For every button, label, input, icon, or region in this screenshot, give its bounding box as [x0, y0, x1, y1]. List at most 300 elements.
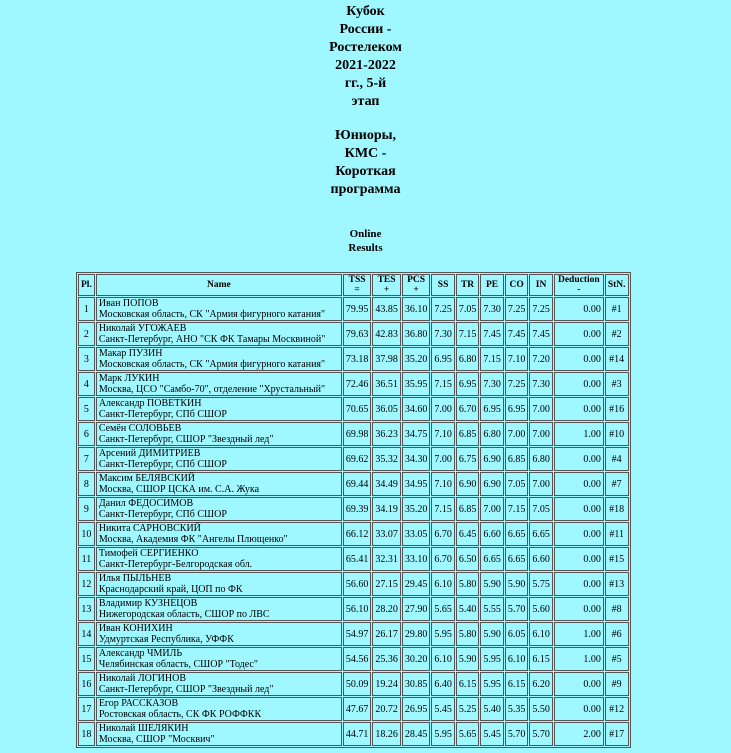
skater-club: Санкт-Петербург, СШОР "Звездный лед": [98, 684, 274, 695]
place-cell: 14: [78, 622, 95, 646]
header-co: CO: [505, 274, 529, 296]
tss-cell: 54.97: [343, 622, 372, 646]
pe-cell: 5.40: [480, 697, 504, 721]
skater-name: Никита САРНОВСКИЙ: [98, 523, 201, 534]
skater-name: Николай ШЕЛЯКИН: [98, 723, 189, 734]
skater-cell: [96, 697, 342, 721]
co-cell: 5.35: [505, 697, 529, 721]
header-tes-sign: +: [383, 285, 390, 295]
tes-cell: 26.17: [372, 622, 401, 646]
in-cell: 6.20: [529, 672, 553, 696]
header-ss: SS: [431, 274, 455, 296]
tr-cell: 6.85: [456, 497, 480, 521]
start-number-cell: #17: [605, 722, 629, 746]
tr-cell: 6.15: [456, 672, 480, 696]
subtitle-line: КМС -: [344, 146, 387, 161]
table-row: [78, 697, 629, 721]
co-cell: 7.25: [505, 372, 529, 396]
tes-cell: 34.49: [372, 472, 401, 496]
pcs-cell: 29.45: [402, 572, 431, 596]
header-tss-sign: =: [354, 285, 360, 295]
co-cell: 6.15: [505, 672, 529, 696]
skater-cell: [96, 472, 342, 496]
deduction-cell: 0.00: [554, 572, 604, 596]
in-cell: 5.50: [529, 697, 553, 721]
tes-cell: 43.85: [372, 297, 401, 321]
ss-cell: 6.10: [431, 647, 455, 671]
tes-cell: 34.19: [372, 497, 401, 521]
category-title: [266, 127, 466, 199]
skater-name: Арсений ДИМИТРИЕВ: [98, 448, 201, 459]
tr-cell: 5.80: [456, 572, 480, 596]
place-cell: 4: [78, 372, 95, 396]
deduction-cell: 1.00: [554, 622, 604, 646]
pe-cell: 6.90: [480, 447, 504, 471]
tes-cell: 36.51: [372, 372, 401, 396]
co-cell: 6.65: [505, 522, 529, 546]
ss-cell: 6.40: [431, 672, 455, 696]
skater-cell: [96, 672, 342, 696]
place-cell: 17: [78, 697, 95, 721]
start-number-cell: #15: [605, 547, 629, 571]
table-row: [78, 472, 629, 496]
pe-cell: 7.45: [480, 322, 504, 346]
subtitle-line: Юниоры,: [334, 128, 397, 143]
start-number-cell: #13: [605, 572, 629, 596]
pcs-cell: 29.80: [402, 622, 431, 646]
skater-club: Санкт-Петербург, СПб СШОР: [98, 409, 227, 420]
in-cell: 7.05: [529, 497, 553, 521]
header-deduction-label: Deduction: [557, 275, 600, 285]
start-number-cell: #12: [605, 697, 629, 721]
skater-club: Удмуртская Республика, УФФК: [98, 634, 234, 645]
tss-cell: 65.41: [343, 547, 372, 571]
skater-cell: [96, 422, 342, 446]
place-cell: 2: [78, 322, 95, 346]
in-cell: 7.20: [529, 347, 553, 371]
table-row: [78, 597, 629, 621]
in-cell: 6.10: [529, 622, 553, 646]
header-deduction-sign: -: [577, 285, 581, 295]
place-cell: 9: [78, 497, 95, 521]
skater-name: Марк ЛУКИН: [98, 373, 160, 384]
pcs-cell: 30.85: [402, 672, 431, 696]
ss-cell: 5.45: [431, 697, 455, 721]
skater-cell: [96, 397, 342, 421]
in-cell: 7.30: [529, 372, 553, 396]
pe-cell: 5.90: [480, 572, 504, 596]
ss-cell: 6.95: [431, 347, 455, 371]
place-cell: 3: [78, 347, 95, 371]
co-cell: 7.15: [505, 497, 529, 521]
tss-cell: 54.56: [343, 647, 372, 671]
co-cell: 7.10: [505, 347, 529, 371]
in-cell: 6.65: [529, 522, 553, 546]
tr-cell: 6.50: [456, 547, 480, 571]
table-row: [78, 647, 629, 671]
pcs-cell: 26.95: [402, 697, 431, 721]
skater-cell: [96, 322, 342, 346]
pe-cell: 6.80: [480, 422, 504, 446]
start-number-cell: #16: [605, 397, 629, 421]
co-cell: 5.70: [505, 597, 529, 621]
tr-cell: 5.80: [456, 622, 480, 646]
skater-name: Александр ПОВЕТКИН: [98, 398, 202, 409]
online-line: Results: [348, 242, 383, 254]
table-row: [78, 572, 629, 596]
ss-cell: 6.10: [431, 572, 455, 596]
skater-name: Семён СОЛОВЬЕВ: [98, 423, 182, 434]
skater-cell: [96, 572, 342, 596]
place-cell: 1: [78, 297, 95, 321]
online-line: Online: [349, 228, 382, 240]
start-number-cell: #10: [605, 422, 629, 446]
tss-cell: 69.39: [343, 497, 372, 521]
tes-cell: 20.72: [372, 697, 401, 721]
table-row: [78, 497, 629, 521]
tes-cell: 32.31: [372, 547, 401, 571]
pe-cell: 6.65: [480, 547, 504, 571]
tr-cell: 6.45: [456, 522, 480, 546]
pe-cell: 5.45: [480, 722, 504, 746]
skater-name: Егор РАССКАЗОВ: [98, 698, 179, 709]
header-start-number: StN.: [605, 274, 629, 296]
co-cell: 6.85: [505, 447, 529, 471]
place-cell: 10: [78, 522, 95, 546]
tr-cell: 5.25: [456, 697, 480, 721]
skater-club: Санкт-Петербург, АНО "СК ФК Тамары Москвиной": [98, 334, 326, 345]
tes-cell: 42.83: [372, 322, 401, 346]
skater-cell: [96, 497, 342, 521]
tr-cell: 7.05: [456, 297, 480, 321]
pe-cell: 5.55: [480, 597, 504, 621]
skater-cell: [96, 347, 342, 371]
skater-club: Москва, ЦСО "Самбо-70", отделение "Хрустальный": [98, 384, 326, 395]
table-row: [78, 547, 629, 571]
co-cell: 7.45: [505, 322, 529, 346]
place-cell: 8: [78, 472, 95, 496]
tes-cell: 27.15: [372, 572, 401, 596]
deduction-cell: 1.00: [554, 647, 604, 671]
start-number-cell: #6: [605, 622, 629, 646]
pcs-cell: 36.80: [402, 322, 431, 346]
ss-cell: 7.10: [431, 422, 455, 446]
tss-cell: 47.67: [343, 697, 372, 721]
skater-cell: [96, 722, 342, 746]
header-deduction: [554, 274, 604, 296]
header-pcs-label: PCS: [407, 275, 426, 285]
pcs-cell: 27.90: [402, 597, 431, 621]
start-number-cell: #2: [605, 322, 629, 346]
in-cell: 6.80: [529, 447, 553, 471]
tss-cell: 56.10: [343, 597, 372, 621]
pe-cell: 5.90: [480, 622, 504, 646]
place-cell: 16: [78, 672, 95, 696]
ss-cell: 5.65: [431, 597, 455, 621]
tss-cell: 50.09: [343, 672, 372, 696]
tes-cell: 25.36: [372, 647, 401, 671]
skater-cell: [96, 622, 342, 646]
tes-cell: 36.23: [372, 422, 401, 446]
pcs-cell: 34.95: [402, 472, 431, 496]
deduction-cell: 1.00: [554, 422, 604, 446]
skater-club: Челябинская область, СШОР "Тодес": [98, 659, 258, 670]
skater-club: Москва, СШОР ЦСКА им. С.А. Жука: [98, 484, 260, 495]
deduction-cell: 0.00: [554, 697, 604, 721]
tss-cell: 73.18: [343, 347, 372, 371]
pcs-cell: 35.20: [402, 497, 431, 521]
tss-cell: 79.95: [343, 297, 372, 321]
skater-club: Москва, Академия ФК "Ангелы Плющенко": [98, 534, 288, 545]
in-cell: 7.45: [529, 322, 553, 346]
header-in: IN: [529, 274, 553, 296]
pe-cell: 7.00: [480, 497, 504, 521]
in-cell: 6.60: [529, 547, 553, 571]
table-row: [78, 672, 629, 696]
pe-cell: 5.95: [480, 647, 504, 671]
table-row: [78, 297, 629, 321]
deduction-cell: 0.00: [554, 472, 604, 496]
header-pcs: [402, 274, 431, 296]
ss-cell: 7.10: [431, 472, 455, 496]
skater-name: Иван КОНИХИН: [98, 623, 173, 634]
deduction-cell: 0.00: [554, 397, 604, 421]
in-cell: 7.25: [529, 297, 553, 321]
start-number-cell: #18: [605, 497, 629, 521]
start-number-cell: #4: [605, 447, 629, 471]
tss-cell: 69.62: [343, 447, 372, 471]
co-cell: 6.05: [505, 622, 529, 646]
skater-name: Илья ПЫЛЬНЕВ: [98, 573, 172, 584]
pcs-cell: 28.45: [402, 722, 431, 746]
tes-cell: 36.05: [372, 397, 401, 421]
deduction-cell: 0.00: [554, 372, 604, 396]
skater-club: Санкт-Петербург, СПб СШОР: [98, 509, 227, 520]
ss-cell: 7.30: [431, 322, 455, 346]
skater-club: Санкт-Петербург, СПб СШОР: [98, 459, 227, 470]
header-name: Name: [96, 274, 342, 296]
pcs-cell: 34.60: [402, 397, 431, 421]
table-row: [78, 622, 629, 646]
ss-cell: 7.00: [431, 397, 455, 421]
pcs-cell: 33.10: [402, 547, 431, 571]
title-line: Ростелеком: [329, 40, 402, 55]
pcs-cell: 34.75: [402, 422, 431, 446]
header-tss: [343, 274, 372, 296]
skater-name: Николай ЛОГИНОВ: [98, 673, 187, 684]
place-cell: 13: [78, 597, 95, 621]
skater-name: Александр ЧМИЛЬ: [98, 648, 183, 659]
skater-cell: [96, 647, 342, 671]
skater-club: Москва, СШОР "Москвич": [98, 734, 215, 745]
pe-cell: 7.30: [480, 297, 504, 321]
ss-cell: 7.15: [431, 497, 455, 521]
subtitle-line: Короткая: [335, 164, 396, 179]
ss-cell: 6.70: [431, 547, 455, 571]
header-place: Pl.: [78, 274, 95, 296]
ss-cell: 7.00: [431, 447, 455, 471]
table-row: [78, 422, 629, 446]
co-cell: 6.65: [505, 547, 529, 571]
place-cell: 11: [78, 547, 95, 571]
co-cell: 7.05: [505, 472, 529, 496]
title-line: Кубок: [346, 4, 385, 19]
in-cell: 7.00: [529, 472, 553, 496]
pcs-cell: 33.05: [402, 522, 431, 546]
co-cell: 6.95: [505, 397, 529, 421]
in-cell: 7.00: [529, 397, 553, 421]
tes-cell: 33.07: [372, 522, 401, 546]
tes-cell: 37.98: [372, 347, 401, 371]
online-results-label: [306, 227, 426, 255]
table-row: [78, 322, 629, 346]
table-row: [78, 522, 629, 546]
skater-cell: [96, 447, 342, 471]
tss-cell: 69.44: [343, 472, 372, 496]
skater-club: Краснодарский край, ЦОП по ФК: [98, 584, 243, 595]
header-tr: TR: [456, 274, 480, 296]
place-cell: 18: [78, 722, 95, 746]
start-number-cell: #1: [605, 297, 629, 321]
place-cell: 5: [78, 397, 95, 421]
pcs-cell: 36.10: [402, 297, 431, 321]
deduction-cell: 0.00: [554, 547, 604, 571]
skater-club: Санкт-Петербург-Белгородская обл.: [98, 559, 253, 570]
tr-cell: 6.70: [456, 397, 480, 421]
skater-club: Санкт-Петербург, СШОР "Звездный лед": [98, 434, 274, 445]
pe-cell: 5.95: [480, 672, 504, 696]
skater-name: Максим БЕЛЯВСКИЙ: [98, 473, 196, 484]
tss-cell: 79.63: [343, 322, 372, 346]
subtitle-line: программа: [330, 182, 401, 197]
tr-cell: 6.85: [456, 422, 480, 446]
ss-cell: 5.95: [431, 622, 455, 646]
pcs-cell: 35.20: [402, 347, 431, 371]
table-row: [78, 347, 629, 371]
skater-cell: [96, 547, 342, 571]
tr-cell: 6.90: [456, 472, 480, 496]
place-cell: 7: [78, 447, 95, 471]
pe-cell: 6.60: [480, 522, 504, 546]
tr-cell: 7.15: [456, 322, 480, 346]
results-table: [76, 272, 631, 748]
skater-name: Тимофей СЕРГИЕНКО: [98, 548, 199, 559]
tss-cell: 69.98: [343, 422, 372, 446]
title-line: 2021-2022: [335, 58, 396, 73]
title-line: России -: [339, 22, 392, 37]
in-cell: 7.00: [529, 422, 553, 446]
co-cell: 5.70: [505, 722, 529, 746]
start-number-cell: #14: [605, 347, 629, 371]
skater-cell: [96, 297, 342, 321]
deduction-cell: 2.00: [554, 722, 604, 746]
deduction-cell: 0.00: [554, 672, 604, 696]
co-cell: 7.00: [505, 422, 529, 446]
tr-cell: 5.40: [456, 597, 480, 621]
tes-cell: 28.20: [372, 597, 401, 621]
header-tes: [372, 274, 401, 296]
skater-club: Нижегородская область, СШОР по ЛВС: [98, 609, 270, 620]
pcs-cell: 30.20: [402, 647, 431, 671]
table-row: [78, 372, 629, 396]
tss-cell: 72.46: [343, 372, 372, 396]
deduction-cell: 0.00: [554, 447, 604, 471]
skater-name: Макар ПУЗИН: [98, 348, 163, 359]
in-cell: 5.60: [529, 597, 553, 621]
header-pcs-sign: +: [413, 285, 419, 295]
ss-cell: 7.15: [431, 372, 455, 396]
place-cell: 12: [78, 572, 95, 596]
co-cell: 7.25: [505, 297, 529, 321]
pe-cell: 6.95: [480, 397, 504, 421]
start-number-cell: #5: [605, 647, 629, 671]
ss-cell: 7.25: [431, 297, 455, 321]
skater-name: Николай УГОЖАЕВ: [98, 323, 187, 334]
header-pe: PE: [480, 274, 504, 296]
pe-cell: 7.30: [480, 372, 504, 396]
table-row: [78, 722, 629, 746]
start-number-cell: #3: [605, 372, 629, 396]
start-number-cell: #9: [605, 672, 629, 696]
pcs-cell: 34.30: [402, 447, 431, 471]
tes-cell: 35.32: [372, 447, 401, 471]
tes-cell: 19.24: [372, 672, 401, 696]
skater-cell: [96, 522, 342, 546]
table-row: [78, 447, 629, 471]
co-cell: 6.10: [505, 647, 529, 671]
tr-cell: 6.80: [456, 347, 480, 371]
co-cell: 5.90: [505, 572, 529, 596]
deduction-cell: 0.00: [554, 347, 604, 371]
pcs-cell: 35.95: [402, 372, 431, 396]
tes-cell: 18.26: [372, 722, 401, 746]
in-cell: 6.15: [529, 647, 553, 671]
skater-club: Московская область, СК "Армия фигурного катания": [98, 309, 326, 320]
table-row: [78, 397, 629, 421]
skater-cell: [96, 597, 342, 621]
deduction-cell: 0.00: [554, 297, 604, 321]
place-cell: 6: [78, 422, 95, 446]
ss-cell: 6.70: [431, 522, 455, 546]
tss-cell: 70.65: [343, 397, 372, 421]
deduction-cell: 0.00: [554, 522, 604, 546]
in-cell: 5.70: [529, 722, 553, 746]
tr-cell: 5.90: [456, 647, 480, 671]
title-line: этап: [351, 94, 380, 109]
deduction-cell: 0.00: [554, 497, 604, 521]
skater-name: Иван ПОПОВ: [98, 298, 159, 309]
page-title: [266, 3, 466, 111]
tr-cell: 5.65: [456, 722, 480, 746]
pe-cell: 6.90: [480, 472, 504, 496]
skater-club: Московская область, СК "Армия фигурного катания": [98, 359, 326, 370]
skater-name: Данил ФЕДОСИМОВ: [98, 498, 194, 509]
tr-cell: 6.75: [456, 447, 480, 471]
header-tss-label: TSS: [348, 275, 366, 285]
tr-cell: 6.95: [456, 372, 480, 396]
skater-name: Владимир КУЗНЕЦОВ: [98, 598, 198, 609]
tss-cell: 56.60: [343, 572, 372, 596]
deduction-cell: 0.00: [554, 597, 604, 621]
skater-club: Ростовская область, СК ФК РОФФКК: [98, 709, 262, 720]
start-number-cell: #11: [605, 522, 629, 546]
pe-cell: 7.15: [480, 347, 504, 371]
skater-cell: [96, 372, 342, 396]
title-line: гг., 5-й: [344, 76, 387, 91]
ss-cell: 5.95: [431, 722, 455, 746]
start-number-cell: #7: [605, 472, 629, 496]
header-tes-label: TES: [377, 275, 396, 285]
